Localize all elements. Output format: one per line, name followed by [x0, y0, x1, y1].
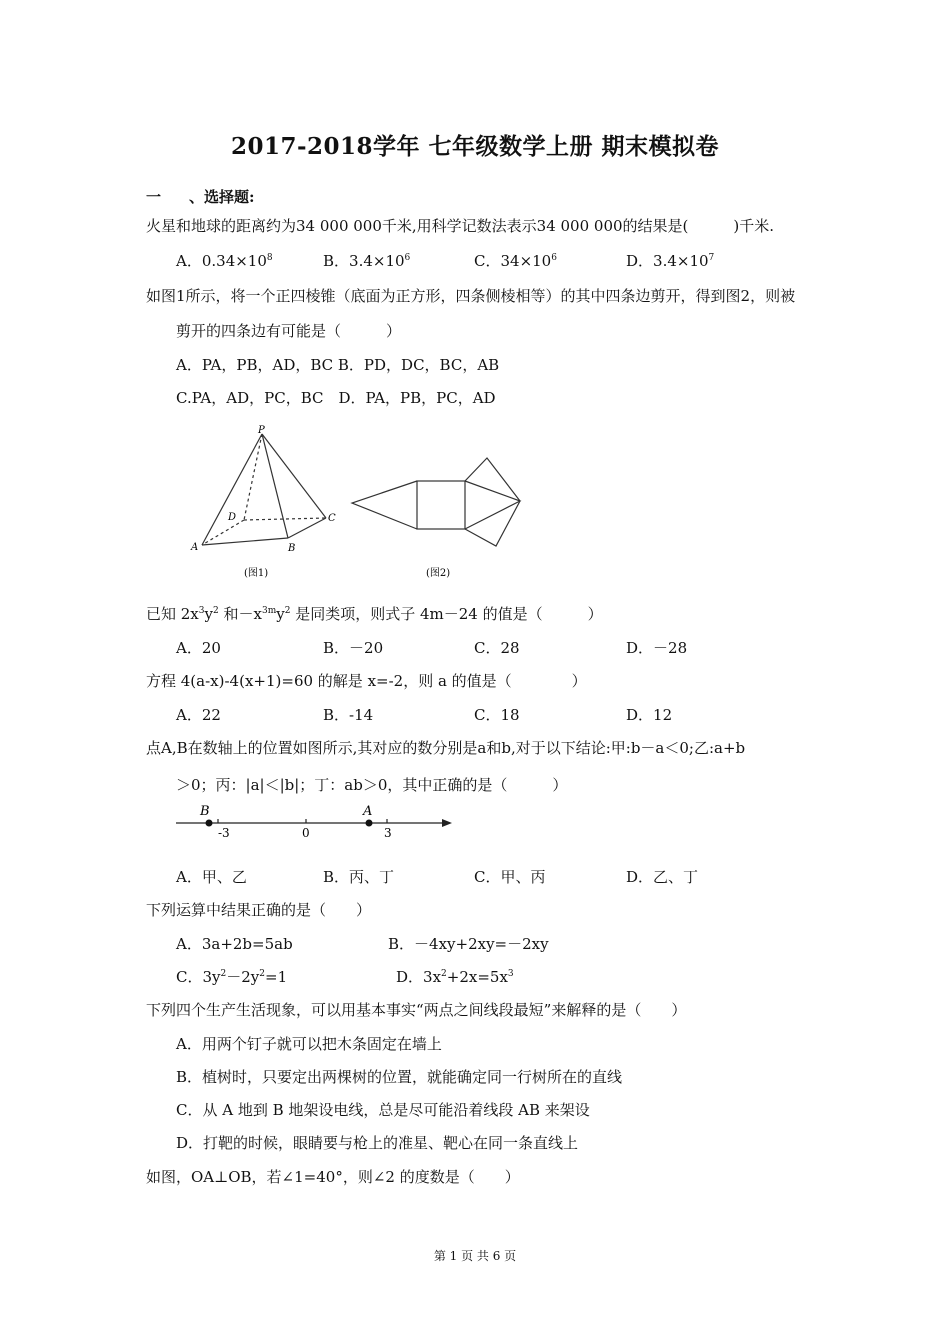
axis-arrow-icon — [442, 819, 452, 827]
point-a-label: A — [363, 804, 373, 819]
tick-0: 0 — [302, 826, 310, 840]
figure-1-pyramid — [202, 434, 326, 545]
question-5-option-c: C．甲、丙 — [474, 868, 546, 886]
question-2-stem-line2: 剪开的四条边有可能是（ ） — [176, 322, 402, 340]
question-2-stem-line1: 如图1所示，将一个正四棱锥（底面为正方形，四条侧棱相等）的其中四条边剪开，得到图2，则被 — [146, 287, 796, 305]
question-6-stem: 下列运算中结果正确的是（ ） — [146, 901, 372, 919]
page-title: 2017-2018学年 七年级数学上册 期末模拟卷 — [230, 133, 720, 160]
question-5-option-b: B．丙、丁 — [323, 868, 395, 886]
number-line — [172, 800, 462, 842]
question-6-option-b: B．－4xy+2xy=－2xy — [388, 935, 549, 953]
question-6-option-d: D．$3x^2+2x=5x^3$ — [396, 968, 514, 986]
question-4-stem: 方程 4(a-x)-4(x+1)=60 的解是 x=-2，则 a 的值是（ ） — [146, 672, 587, 690]
label-a: A — [191, 542, 199, 553]
question-7-option-d: D．打靶的时候，眼睛要与枪上的准星、靶心在同一条直线上 — [176, 1134, 579, 1152]
question-3-stem: 已知 $2x^3y^2$ 和$-x^{3m}y^2$ 是同类项，则式子 4m－24 的值是（ ） — [146, 605, 603, 623]
question-1-option-b: B．$3.4\times 10^6$ — [323, 252, 411, 270]
question-4-option-a: A．22 — [176, 706, 221, 724]
caption-figure-1: (图1) — [244, 568, 269, 579]
question-2-options-cd: C.PA，AD，PC，BC D．PA，PB，PC，AD — [176, 389, 496, 407]
section-number: 一 — [146, 188, 162, 206]
label-b: B — [288, 543, 296, 554]
question-7-option-c: C．从 A 地到 B 地架设电线，总是尽可能沿着线段 AB 来架设 — [176, 1101, 590, 1119]
tick-3: 3 — [384, 826, 392, 840]
question-7-stem: 下列四个生产生活现象，可以用基本事实“两点之间线段最短”来解释的是（ ） — [146, 1001, 687, 1019]
question-2-options-ab: A．PA，PB，AD，BC B．PD，DC，BC，AB — [176, 356, 500, 374]
label-c: C — [328, 513, 336, 524]
question-3-option-b: B．－20 — [323, 639, 384, 657]
question-8-stem: 如图，OA⊥OB，若∠1=40°，则∠2 的度数是（ ） — [146, 1168, 520, 1186]
question-3-option-d: D．－28 — [626, 639, 688, 657]
question-7-option-b: B．植树时，只要定出两棵树的位置，就能确定同一行树所在的直线 — [176, 1068, 623, 1086]
question-1-stem: 火星和地球的距离约为34 000 000千米,用科学记数法表示34 000 000的结果是( )千米. — [146, 217, 775, 235]
question-4-option-d: D．12 — [626, 706, 673, 724]
tick-minus-3: -3 — [218, 826, 230, 840]
section-label: 、选择题: — [189, 188, 255, 206]
section-heading — [146, 186, 255, 207]
question-1-option-d: D．$3.4\times 10^7$ — [626, 252, 715, 270]
question-6-option-c: C．$3y^2-2y^2=1$ — [176, 968, 288, 986]
question-5-stem-line2: ＞0；丙：|a|＜|b|；丁：ab＞0，其中正确的是（ ） — [176, 776, 568, 794]
figure-2-net — [352, 458, 520, 546]
question-1-option-c: C．$34\times 10^6$ — [474, 252, 557, 270]
question-5-option-d: D．乙、丁 — [626, 868, 699, 886]
label-p: P — [258, 425, 265, 436]
question-3-option-a: A．20 — [176, 639, 221, 657]
question-3-option-c: C．28 — [474, 639, 520, 657]
question-4-option-b: B．-14 — [323, 706, 374, 724]
pyramid-figures — [180, 420, 540, 585]
question-5-stem-line1: 点A,B在数轴上的位置如图所示,其对应的数分别是a和b,对于以下结论:甲:b－a＜0;乙:a+b — [146, 739, 746, 757]
point-b-label: B — [200, 804, 210, 819]
question-5-option-a: A．甲、乙 — [176, 868, 247, 886]
point-a — [366, 820, 373, 827]
question-7-option-a: A．用两个钉子就可以把木条固定在墙上 — [176, 1035, 442, 1053]
question-1-option-a: A．$0.34\times 10^8$ — [176, 252, 273, 270]
label-d: D — [228, 512, 237, 523]
question-4-option-c: C．18 — [474, 706, 520, 724]
question-6-option-a: A．3a+2b=5ab — [176, 935, 293, 953]
point-b — [206, 820, 213, 827]
page-footer: 第 1 页 共 6 页 — [433, 1249, 517, 1263]
caption-figure-2: (图2) — [426, 568, 451, 579]
